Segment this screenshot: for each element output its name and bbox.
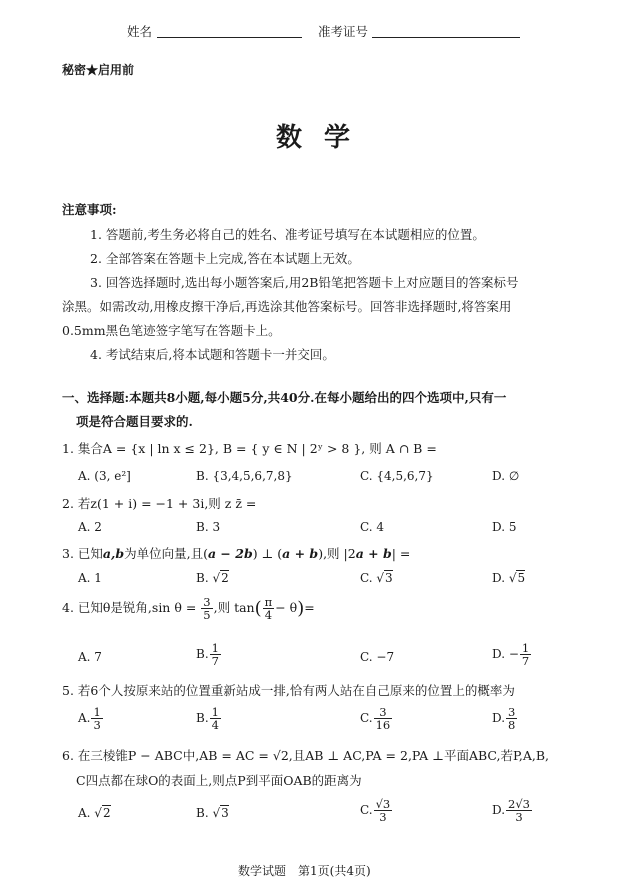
q4-option-d bbox=[492, 642, 532, 667]
question-5-stem: 5. 若6个人按原来站的位置重新站成一排,恰有两人站在自己原来的位置上的概率为 bbox=[62, 683, 515, 698]
q5-a-den: 3 bbox=[93, 718, 101, 733]
name-blank bbox=[157, 37, 302, 38]
q4-d-den: 7 bbox=[521, 654, 530, 669]
q1-option-d: D. ∅ bbox=[492, 469, 520, 483]
q6-c-label: C. bbox=[360, 803, 373, 818]
q3-stem-text: 3. 已知 bbox=[62, 546, 103, 561]
q6-c-den: 3 bbox=[379, 810, 387, 825]
q6-b-label: B. √ bbox=[196, 806, 221, 820]
q6-d-num: 2√3 bbox=[508, 797, 530, 811]
question-1-stem: 1. 集合A = {x | ln x ≤ 2}, B = { y ∈ N | 2ʸ > 8 }, 则 A ∩ B = bbox=[62, 441, 437, 456]
q3-option-d bbox=[492, 571, 525, 585]
q6-d-den: 3 bbox=[515, 810, 523, 825]
q5-d-num: 3 bbox=[508, 705, 516, 719]
q6-c-num: √3 bbox=[375, 797, 391, 811]
notice-item: 2. 全部答案在答题卡上完成,答在本试题上无效。 bbox=[90, 251, 360, 266]
q3-option-c bbox=[360, 571, 393, 585]
q5-a-fraction bbox=[91, 706, 102, 731]
question-6-stem: 6. 在三棱锥P − ABC中,AB = AC = √2,且AB ⊥ AC,PA = 2,PA ⊥平面ABC,若P,A,B, bbox=[62, 748, 549, 763]
q1-option-c: C. {4,5,6,7} bbox=[360, 469, 434, 483]
exam-number-blank bbox=[372, 37, 520, 38]
q5-option-b bbox=[196, 706, 222, 731]
q4-b-label: B. bbox=[196, 647, 209, 662]
q4-close-paren: ) bbox=[297, 598, 305, 620]
q3-vector-expr: a − 2b bbox=[207, 546, 253, 561]
q4-b-den: 7 bbox=[211, 654, 219, 669]
q3-vectors: a,b bbox=[102, 546, 125, 561]
name-label: 姓名 bbox=[127, 24, 153, 39]
q5-c-den: 16 bbox=[375, 718, 391, 733]
q5-b-label: B. bbox=[196, 711, 209, 726]
q5-c-num: 3 bbox=[374, 706, 393, 719]
q3-d-label: D. √ bbox=[492, 571, 517, 585]
q2-option-b: B. 3 bbox=[196, 520, 221, 534]
section-heading: 一、选择题:本题共8小题,每小题5分,共40分.在每小题给出的四个选项中,只有一 bbox=[62, 390, 507, 405]
page-footer: 数学试题 第1页(共4页) bbox=[238, 864, 371, 878]
q4-option-a: A. 7 bbox=[78, 650, 102, 664]
q6-d-fraction bbox=[506, 798, 532, 823]
q5-b-num: 1 bbox=[211, 705, 219, 719]
q4-pi-fraction bbox=[263, 596, 275, 621]
question-2-stem: 2. 若z(1 + i) = −1 + 3i,则 z z̄ = bbox=[62, 496, 257, 511]
q4-stem-text: ,则 tan bbox=[213, 600, 255, 616]
notice-item: 涂黑。如需改动,用橡皮擦干净后,再选涂其他答案标号。回答非选择题时,将答案用 bbox=[62, 299, 512, 314]
q3-stem-text: 为单位向量,且( bbox=[124, 546, 208, 561]
confidential-mark: 秘密★启用前 bbox=[62, 63, 135, 77]
q6-d-label: D. bbox=[492, 803, 506, 818]
q2-option-a: A. 2 bbox=[78, 520, 102, 534]
q3-stem-text: ) ⊥ ( bbox=[252, 546, 283, 561]
exam-number-label: 准考证号 bbox=[318, 24, 369, 39]
q4-pi-den: 4 bbox=[264, 608, 273, 623]
question-4-stem bbox=[62, 596, 315, 621]
question-3-stem bbox=[62, 544, 410, 562]
notice-item: 1. 答题前,考生务必将自己的姓名、准考证号填写在本试题相应的位置。 bbox=[90, 227, 485, 242]
q4-stem-text: 4. 已知θ是锐角,sin θ = bbox=[62, 600, 197, 616]
q3-d-radicand: 5 bbox=[517, 571, 526, 585]
q2-option-d: D. 5 bbox=[492, 520, 517, 534]
q5-c-label: C. bbox=[360, 711, 373, 726]
q1-option-b: B. {3,4,5,6,7,8} bbox=[196, 469, 293, 483]
q5-d-den: 8 bbox=[508, 718, 516, 733]
q4-d-fraction bbox=[520, 642, 531, 667]
q3-option-a: A. 1 bbox=[78, 571, 102, 585]
q4-stem-text: = bbox=[304, 600, 315, 616]
q3-stem-text: | = bbox=[391, 546, 411, 561]
q4-sin-fraction bbox=[201, 596, 212, 621]
notice-heading: 注意事项: bbox=[62, 202, 117, 217]
q4-b-num: 1 bbox=[211, 641, 219, 655]
q6-option-c bbox=[360, 798, 393, 823]
q5-option-a bbox=[78, 706, 104, 731]
q5-a-num: 1 bbox=[93, 705, 101, 719]
notice-item: 4. 考试结束后,将本试题和答题卡一并交回。 bbox=[90, 347, 335, 362]
q3-b-radicand: 2 bbox=[221, 571, 229, 585]
notice-item: 0.5mm黑色笔迹签字笔写在答题卡上。 bbox=[62, 323, 281, 338]
q6-option-b bbox=[196, 806, 229, 820]
q5-c-fraction bbox=[374, 706, 393, 731]
q3-b-label: B. √ bbox=[196, 571, 221, 585]
q5-option-d bbox=[492, 706, 518, 731]
q3-c-radicand: 3 bbox=[385, 571, 393, 585]
question-6-stem-cont: C四点都在球O的表面上,则点P到平面OAB的距离为 bbox=[76, 773, 362, 788]
notice-item: 3. 回答选择题时,选出每小题答案后,用2B铅笔把答题卡上对应题目的答案标号 bbox=[90, 275, 519, 290]
q5-option-c bbox=[360, 706, 393, 731]
q3-vector-expr: a + b bbox=[282, 546, 319, 561]
q4-b-fraction bbox=[210, 642, 221, 667]
q3-vector-expr: a + b bbox=[355, 546, 392, 561]
q6-option-d bbox=[492, 798, 533, 823]
q6-option-a bbox=[78, 806, 111, 820]
q4-option-b bbox=[196, 642, 222, 667]
q4-d-num: 1 bbox=[521, 641, 530, 655]
q4-stem-text: − θ bbox=[275, 600, 298, 616]
q2-option-c: C. 4 bbox=[360, 520, 385, 534]
section-heading-cont: 项是符合题目要求的. bbox=[76, 414, 193, 429]
q5-a-label: A. bbox=[78, 711, 91, 726]
q6-a-label: A. √ bbox=[78, 806, 102, 820]
q5-b-fraction bbox=[210, 706, 221, 731]
q3-option-b bbox=[196, 571, 229, 585]
q4-d-label: D. − bbox=[492, 647, 519, 662]
q4-sin-den: 5 bbox=[203, 608, 211, 623]
q5-d-fraction bbox=[506, 706, 517, 731]
q6-c-fraction bbox=[374, 798, 393, 823]
q6-b-radicand: 3 bbox=[221, 806, 229, 820]
q5-d-label: D. bbox=[492, 711, 506, 726]
page-title: 数学 bbox=[276, 123, 373, 153]
q4-pi-num: π bbox=[264, 595, 273, 609]
q5-b-den: 4 bbox=[211, 718, 219, 733]
q4-open-paren: ( bbox=[254, 598, 262, 620]
q1-option-a: A. (3, e²] bbox=[78, 469, 131, 483]
q6-a-radicand: 2 bbox=[102, 806, 111, 820]
q3-c-label: C. √ bbox=[360, 571, 385, 585]
q3-stem-text: ),则 |2 bbox=[318, 546, 356, 561]
q4-sin-num: 3 bbox=[203, 595, 211, 609]
q4-option-c: C. −7 bbox=[360, 650, 395, 664]
